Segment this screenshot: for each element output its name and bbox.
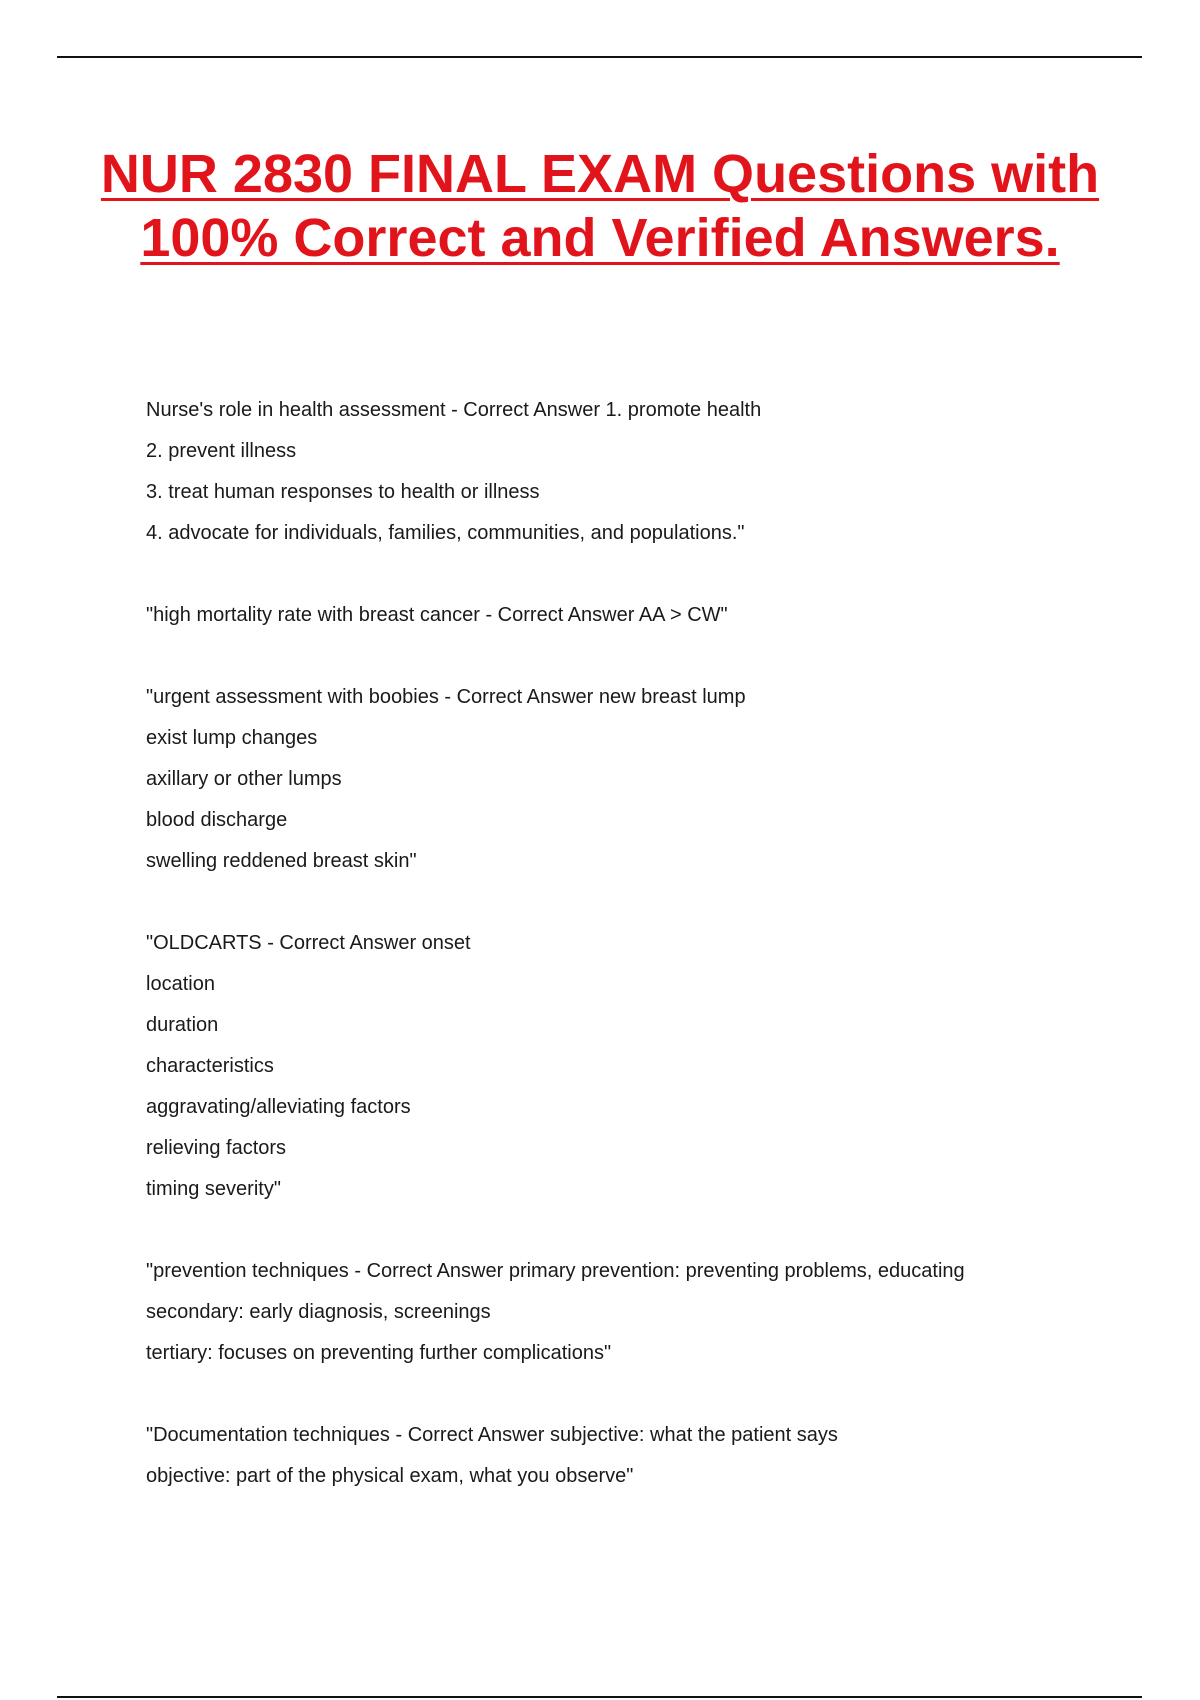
qa-line: characteristics bbox=[146, 1055, 274, 1077]
qa-line: 4. advocate for individuals, families, communities, and populations." bbox=[146, 522, 745, 544]
qa-line: Nurse's role in health assessment - Correct Answer 1. promote health bbox=[146, 399, 762, 421]
qa-line: axillary or other lumps bbox=[146, 768, 342, 790]
qa-line: swelling reddened breast skin" bbox=[146, 850, 417, 872]
qa-item-breast-cancer-mortality bbox=[146, 595, 1106, 636]
document-title: NUR 2830 FINAL EXAM Questions with 100% Correct and Verified Answers. bbox=[100, 144, 1100, 268]
qa-line: "OLDCARTS - Correct Answer onset bbox=[146, 932, 471, 954]
qa-item-urgent-breast-assessment bbox=[146, 677, 1106, 882]
qa-line: 3. treat human responses to health or illness bbox=[146, 481, 540, 503]
qa-line: 2. prevent illness bbox=[146, 440, 297, 462]
qa-line: "urgent assessment with boobies - Correct Answer new breast lump bbox=[146, 686, 746, 708]
qa-line: aggravating/alleviating factors bbox=[146, 1096, 411, 1118]
qa-line: exist lump changes bbox=[146, 727, 318, 749]
qa-item-nurse-role bbox=[146, 390, 1106, 554]
qa-line: "high mortality rate with breast cancer - Correct Answer AA > CW" bbox=[146, 604, 728, 626]
qa-line: "Documentation techniques - Correct Answer subjective: what the patient says bbox=[146, 1424, 838, 1446]
qa-line: secondary: early diagnosis, screenings bbox=[146, 1301, 491, 1323]
bottom-rule bbox=[57, 1696, 1142, 1698]
qa-line: location bbox=[146, 973, 215, 995]
qa-line: duration bbox=[146, 1014, 219, 1036]
qa-line: tertiary: focuses on preventing further complications" bbox=[146, 1342, 612, 1364]
qa-line: timing severity" bbox=[146, 1178, 281, 1200]
qa-item-documentation-techniques bbox=[146, 1415, 1106, 1497]
qa-item-oldcarts bbox=[146, 923, 1106, 1210]
qa-line: "prevention techniques - Correct Answer primary prevention: preventing problems, educating bbox=[146, 1260, 965, 1282]
qa-item-prevention-techniques bbox=[146, 1251, 1106, 1374]
qa-line: objective: part of the physical exam, what you observe" bbox=[146, 1465, 634, 1487]
qa-line: blood discharge bbox=[146, 809, 288, 831]
document-body bbox=[146, 390, 1106, 1538]
qa-line: relieving factors bbox=[146, 1137, 287, 1159]
top-rule bbox=[57, 56, 1142, 58]
